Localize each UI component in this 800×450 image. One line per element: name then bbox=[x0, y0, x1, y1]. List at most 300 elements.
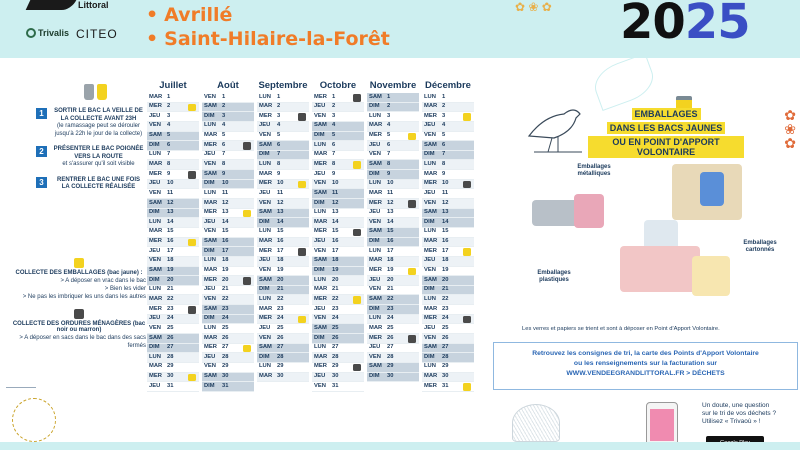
day-number: 25 bbox=[167, 324, 174, 331]
day-number: 5 bbox=[442, 132, 446, 139]
day-name: DIM bbox=[204, 180, 215, 187]
black-bin-collection-icon bbox=[408, 335, 416, 343]
black-bin-collection-icon bbox=[353, 364, 361, 372]
yellow-bin-icon bbox=[74, 258, 84, 268]
trivalis-mark-icon bbox=[26, 28, 36, 38]
day-name: JEU bbox=[259, 122, 271, 129]
day-name: LUN bbox=[204, 324, 216, 331]
day-name: LUN bbox=[314, 344, 326, 351]
day-name: LUN bbox=[259, 228, 271, 235]
day-number: 16 bbox=[332, 238, 339, 245]
day-name: JEU bbox=[314, 103, 326, 110]
day-name: MAR bbox=[259, 238, 273, 245]
day-name: JEU bbox=[424, 189, 436, 196]
day-number: 16 bbox=[387, 238, 394, 245]
packaging-illustration bbox=[504, 160, 777, 310]
day-number: 20 bbox=[167, 276, 174, 283]
day-number: 28 bbox=[167, 353, 174, 360]
month-header: Décembre bbox=[425, 80, 471, 91]
day-name: VEN bbox=[314, 112, 326, 119]
day-number: 6 bbox=[332, 141, 336, 148]
day-name: MER bbox=[369, 267, 382, 274]
legend-emballages-title: COLLECTE DES EMBALLAGES (bac jaune) : bbox=[15, 270, 143, 276]
day-name: SAM bbox=[204, 238, 217, 245]
day-number: 1 bbox=[332, 93, 336, 100]
day-number: 20 bbox=[442, 276, 449, 283]
day-number: 31 bbox=[442, 382, 449, 389]
day-number: 30 bbox=[442, 373, 449, 380]
day-number: 9 bbox=[222, 170, 226, 177]
day-number: 12 bbox=[442, 199, 449, 206]
day-name: VEN bbox=[424, 334, 436, 341]
day-name: DIM bbox=[149, 209, 160, 216]
month-column bbox=[422, 80, 474, 392]
day-name: MER bbox=[369, 334, 382, 341]
right-panel bbox=[484, 60, 800, 450]
day-name: MER bbox=[314, 295, 327, 302]
day-number: 11 bbox=[167, 189, 174, 196]
day-name: LUN bbox=[369, 112, 381, 119]
day-name: MAR bbox=[259, 170, 273, 177]
day-name: LUN bbox=[314, 209, 326, 216]
day-number: 13 bbox=[167, 209, 174, 216]
yellow-bin-collection-icon bbox=[463, 248, 471, 256]
day-number: 19 bbox=[167, 267, 174, 274]
day-name: MER bbox=[149, 238, 162, 245]
day-name: LUN bbox=[149, 353, 161, 360]
black-bin-collection-icon bbox=[298, 248, 306, 256]
day-number: 10 bbox=[167, 180, 174, 187]
day-name: SAM bbox=[149, 267, 162, 274]
day-name: MER bbox=[424, 180, 437, 187]
day-number: 1 bbox=[222, 93, 226, 100]
black-bin-collection-icon bbox=[243, 142, 251, 150]
day-name: MER bbox=[204, 276, 217, 283]
month-header: Septembre bbox=[258, 80, 308, 91]
day-name: MAR bbox=[204, 267, 218, 274]
day-name: DIM bbox=[314, 199, 325, 206]
legend bbox=[12, 258, 146, 351]
month-header: Novembre bbox=[369, 80, 417, 91]
day-name: LUN bbox=[369, 315, 381, 322]
day-number: 21 bbox=[277, 286, 284, 293]
day-name: LUN bbox=[259, 93, 271, 100]
day-number: 21 bbox=[332, 286, 339, 293]
day-number: 13 bbox=[387, 209, 394, 216]
month-column bbox=[257, 80, 309, 392]
branch-decoration-icon bbox=[6, 378, 36, 388]
day-number: 3 bbox=[332, 112, 336, 119]
day-number: 17 bbox=[277, 247, 284, 254]
day-number: 6 bbox=[167, 141, 171, 148]
day-number: 17 bbox=[167, 247, 174, 254]
day-number: 20 bbox=[222, 276, 229, 283]
day-number: 30 bbox=[167, 373, 174, 380]
day-name: MAR bbox=[369, 324, 383, 331]
day-number: 6 bbox=[442, 141, 446, 148]
day-number: 1 bbox=[277, 93, 281, 100]
year-title: 2025 bbox=[620, 0, 750, 50]
day-number: 8 bbox=[277, 160, 281, 167]
day-name: MER bbox=[369, 132, 382, 139]
day-number: 27 bbox=[167, 344, 174, 351]
day-name: JEU bbox=[204, 353, 216, 360]
day-number: 5 bbox=[222, 132, 226, 139]
day-name: MER bbox=[314, 228, 327, 235]
day-name: DIM bbox=[149, 141, 160, 148]
day-number: 8 bbox=[167, 160, 171, 167]
day-name: LUN bbox=[259, 160, 271, 167]
day-name: LUN bbox=[149, 218, 161, 225]
day-name: MER bbox=[424, 112, 437, 119]
day-name: DIM bbox=[424, 151, 435, 158]
day-name: VEN bbox=[369, 151, 381, 158]
day-number: 28 bbox=[222, 353, 229, 360]
day-name: MER bbox=[424, 315, 437, 322]
plastic-packaging-icon bbox=[620, 246, 700, 292]
day-number: 4 bbox=[442, 122, 446, 129]
yellow-bin-collection-icon bbox=[188, 374, 196, 382]
step-3: 3 RENTRER LE BAC UNE FOIS LA COLLECTE RÉALISÉE bbox=[36, 177, 144, 192]
day-number: 31 bbox=[167, 382, 174, 389]
yellow-bin-collection-icon bbox=[188, 239, 196, 247]
day-name: DIM bbox=[314, 132, 325, 139]
day-name: DIM bbox=[204, 382, 215, 389]
day-number: 20 bbox=[277, 276, 284, 283]
day-number: 14 bbox=[442, 218, 449, 225]
day-number: 22 bbox=[277, 295, 284, 302]
day-number: 28 bbox=[277, 353, 284, 360]
day-name: SAM bbox=[424, 276, 437, 283]
day-name: JEU bbox=[204, 286, 216, 293]
day-name: DIM bbox=[259, 151, 270, 158]
day-name: MAR bbox=[204, 199, 218, 206]
steps-list bbox=[36, 108, 144, 200]
day-name: VEN bbox=[424, 199, 436, 206]
day-name: MAR bbox=[314, 286, 328, 293]
day-number: 7 bbox=[332, 151, 336, 158]
month-header: Juillet bbox=[159, 80, 187, 91]
day-number: 18 bbox=[442, 257, 449, 264]
day-number: 22 bbox=[222, 295, 229, 302]
day-name: JEU bbox=[259, 257, 271, 264]
day-name: SAM bbox=[259, 344, 272, 351]
black-bin-collection-icon bbox=[463, 316, 471, 324]
yellow-bin-collection-icon bbox=[408, 268, 416, 276]
day-name: MER bbox=[204, 344, 217, 351]
day-number: 19 bbox=[277, 267, 284, 274]
day-number: 6 bbox=[387, 141, 391, 148]
day-number: 16 bbox=[277, 238, 284, 245]
collection-calendar bbox=[147, 80, 474, 392]
day-number: 15 bbox=[442, 228, 449, 235]
day-name: DIM bbox=[204, 315, 215, 322]
day-number: 11 bbox=[442, 189, 449, 196]
day-number: 15 bbox=[277, 228, 284, 235]
day-name: JEU bbox=[259, 324, 271, 331]
day-number: 31 bbox=[222, 382, 229, 389]
day-number: 20 bbox=[387, 276, 394, 283]
day-number: 22 bbox=[332, 295, 339, 302]
day-name: MAR bbox=[424, 305, 438, 312]
day-number: 23 bbox=[167, 305, 174, 312]
day-number: 24 bbox=[222, 315, 229, 322]
day-number: 18 bbox=[167, 257, 174, 264]
day-number: 27 bbox=[387, 344, 394, 351]
day-number: 4 bbox=[167, 122, 171, 129]
day-name: MER bbox=[314, 160, 327, 167]
day-name: LUN bbox=[259, 295, 271, 302]
day-name: LUN bbox=[369, 247, 381, 254]
website-link[interactable]: WWW.VENDEEGRANDLITTORAL.FR > DÉCHETS bbox=[566, 370, 725, 377]
day-name: MAR bbox=[204, 334, 218, 341]
day-number: 26 bbox=[387, 334, 394, 341]
day-number: 15 bbox=[387, 228, 394, 235]
day-number: 3 bbox=[222, 112, 226, 119]
day-name: SAM bbox=[204, 373, 217, 380]
day-number: 15 bbox=[222, 228, 229, 235]
day-number: 12 bbox=[222, 199, 229, 206]
day-name: MAR bbox=[149, 228, 163, 235]
day-name: DIM bbox=[259, 286, 270, 293]
town-1: • Avrillé bbox=[146, 4, 233, 26]
day-number: 16 bbox=[222, 238, 229, 245]
day-number: 3 bbox=[277, 112, 281, 119]
label-carton: Emballages cartonnés bbox=[743, 240, 777, 253]
day-name: SAM bbox=[424, 209, 437, 216]
day-number: 25 bbox=[442, 324, 449, 331]
day-number: 17 bbox=[387, 247, 394, 254]
plastic-jug-icon bbox=[692, 256, 730, 296]
day-name: MER bbox=[259, 112, 272, 119]
day-name: SAM bbox=[149, 132, 162, 139]
day-name: JEU bbox=[149, 180, 161, 187]
day-name: MAR bbox=[369, 189, 383, 196]
day-name: LUN bbox=[259, 363, 271, 370]
yellow-bin-collection-icon bbox=[353, 161, 361, 169]
day-name: LUN bbox=[204, 189, 216, 196]
black-bin-collection-icon bbox=[243, 277, 251, 285]
day-number: 8 bbox=[442, 160, 446, 167]
day-number: 27 bbox=[277, 344, 284, 351]
day-number: 1 bbox=[442, 93, 446, 100]
day-name: SAM bbox=[369, 295, 382, 302]
day-number: 9 bbox=[387, 170, 391, 177]
legend-om-title: COLLECTE DES ORDURES MÉNAGÈRES (bac noir ou marron) bbox=[12, 321, 146, 334]
step-1: 1 SORTIR LE BAC LA VEILLE DE LA COLLECTE AVANT 23H (le ramassage peut se dérouler jusqu'à 22h le jour de la collecte) bbox=[36, 108, 144, 138]
day-name: DIM bbox=[369, 170, 380, 177]
day-number: 20 bbox=[332, 276, 339, 283]
day-number: 9 bbox=[442, 170, 446, 177]
day-number: 14 bbox=[222, 218, 229, 225]
day-name: JEU bbox=[369, 209, 381, 216]
day-name: VEN bbox=[149, 189, 161, 196]
day-name: SAM bbox=[259, 141, 272, 148]
legend-line: > Ne pas les imbriquer les uns dans les autres bbox=[22, 293, 146, 300]
day-name: DIM bbox=[314, 267, 325, 274]
day-number: 7 bbox=[442, 151, 446, 158]
day-number: 22 bbox=[167, 295, 174, 302]
day-name: JEU bbox=[149, 382, 161, 389]
day-name: SAM bbox=[204, 305, 217, 312]
day-name: MER bbox=[149, 373, 162, 380]
black-bin-collection-icon bbox=[353, 94, 361, 102]
day-number: 11 bbox=[332, 189, 339, 196]
day-name: JEU bbox=[424, 257, 436, 264]
day-name: VEN bbox=[204, 93, 216, 100]
day-number: 13 bbox=[442, 209, 449, 216]
bird-icon bbox=[524, 96, 584, 154]
day-number: 18 bbox=[222, 257, 229, 264]
day-number: 14 bbox=[277, 218, 284, 225]
day-number: 24 bbox=[277, 315, 284, 322]
day-number: 7 bbox=[167, 151, 171, 158]
day-name: JEU bbox=[149, 315, 161, 322]
day-number: 10 bbox=[332, 180, 339, 187]
day-number: 11 bbox=[387, 189, 394, 196]
yellow-bin-collection-icon bbox=[408, 133, 416, 141]
day-name: VEN bbox=[204, 295, 216, 302]
day-name: VEN bbox=[369, 353, 381, 360]
day-number: 11 bbox=[222, 189, 229, 196]
day-name: SAM bbox=[369, 363, 382, 370]
black-bin-collection-icon bbox=[408, 200, 416, 208]
day-name: LUN bbox=[204, 122, 216, 129]
month-header: Août bbox=[217, 80, 239, 91]
day-number: 14 bbox=[332, 218, 339, 225]
hedgehog-icon bbox=[512, 404, 560, 442]
day-number: 1 bbox=[387, 93, 391, 100]
day-name: MER bbox=[369, 199, 382, 206]
black-bin-icon bbox=[74, 309, 84, 319]
day-name: LUN bbox=[424, 363, 436, 370]
day-number: 29 bbox=[167, 363, 174, 370]
yellow-bin-collection-icon bbox=[353, 296, 361, 304]
carton-icon bbox=[700, 172, 724, 206]
day-name: LUN bbox=[149, 151, 161, 158]
day-number: 25 bbox=[277, 324, 284, 331]
app-promo-text: Un doute, une question sur le tri de vos déchets ? Utilisez « Trivaoù » ! bbox=[702, 402, 777, 425]
day-name: MER bbox=[259, 315, 272, 322]
info-line: ou les renseignements sur la facturation sur bbox=[573, 360, 718, 367]
day-number: 5 bbox=[387, 132, 391, 139]
month-column bbox=[202, 80, 254, 392]
day-number: 26 bbox=[332, 334, 339, 341]
day-name: MAR bbox=[149, 295, 163, 302]
day-name: SAM bbox=[149, 199, 162, 206]
day-number: 28 bbox=[442, 353, 449, 360]
day-name: DIM bbox=[149, 276, 160, 283]
day-number: 8 bbox=[387, 160, 391, 167]
day-name: JEU bbox=[314, 238, 326, 245]
day-name: VEN bbox=[424, 132, 436, 139]
day-name: SAM bbox=[314, 257, 327, 264]
day-number: 8 bbox=[332, 160, 336, 167]
day-number: 23 bbox=[222, 305, 229, 312]
day-number: 12 bbox=[167, 199, 174, 206]
day-number: 13 bbox=[332, 209, 339, 216]
day-name: DIM bbox=[204, 247, 215, 254]
day-number: 28 bbox=[332, 353, 339, 360]
day-number: 7 bbox=[277, 151, 281, 158]
day-name: MAR bbox=[204, 132, 218, 139]
day-number: 19 bbox=[332, 267, 339, 274]
step-2: 2 PRÉSENTER LE BAC POIGNÉE VERS LA ROUTE et s'assurer qu'il soit visible bbox=[36, 146, 144, 169]
day-number: 7 bbox=[387, 151, 391, 158]
day-number: 21 bbox=[442, 286, 449, 293]
day-number: 31 bbox=[332, 382, 339, 389]
day-number: 6 bbox=[222, 141, 226, 148]
day-name: SAM bbox=[314, 324, 327, 331]
day-number: 23 bbox=[387, 305, 394, 312]
day-number: 18 bbox=[277, 257, 284, 264]
day-name: JEU bbox=[204, 151, 216, 158]
day-name: JEU bbox=[369, 344, 381, 351]
day-number: 10 bbox=[387, 180, 394, 187]
day-number: 14 bbox=[167, 218, 174, 225]
day-number: 2 bbox=[277, 103, 281, 110]
day-number: 8 bbox=[222, 160, 226, 167]
day-name: MAR bbox=[314, 151, 328, 158]
yellow-bin-collection-icon bbox=[298, 316, 306, 324]
day-name: VEN bbox=[204, 363, 216, 370]
logo-littoral-text: Littoral bbox=[78, 0, 109, 10]
day-name: MER bbox=[424, 382, 437, 389]
day-name: DIM bbox=[424, 353, 435, 360]
town-2: • Saint-Hilaire-la-Forêt bbox=[146, 28, 390, 50]
day-name: MER bbox=[149, 305, 162, 312]
day-number: 5 bbox=[277, 132, 281, 139]
day-name: JEU bbox=[424, 122, 436, 129]
day-number: 3 bbox=[167, 112, 171, 119]
leaf-decoration-icon bbox=[589, 53, 659, 111]
day-number: 18 bbox=[387, 257, 394, 264]
legend-line: > A déposer en sacs dans le bac dans des sacs fermés bbox=[19, 335, 146, 350]
day-number: 13 bbox=[222, 209, 229, 216]
day-name: LUN bbox=[314, 141, 326, 148]
day-name: SAM bbox=[369, 93, 382, 100]
day-number: 11 bbox=[277, 189, 284, 196]
yellow-bin-collection-icon bbox=[188, 104, 196, 112]
day-number: 27 bbox=[332, 344, 339, 351]
day-number: 14 bbox=[387, 218, 394, 225]
day-name: SAM bbox=[314, 122, 327, 129]
day-name: JEU bbox=[314, 170, 326, 177]
day-number: 29 bbox=[332, 363, 339, 370]
black-bin-collection-icon bbox=[463, 181, 471, 189]
day-number: 22 bbox=[442, 295, 449, 302]
day-name: VEN bbox=[259, 334, 271, 341]
day-number: 28 bbox=[387, 353, 394, 360]
day-name: JEU bbox=[204, 218, 216, 225]
day-number: 5 bbox=[332, 132, 336, 139]
black-bin-collection-icon bbox=[188, 171, 196, 179]
day-number: 24 bbox=[332, 315, 339, 322]
day-name: VEN bbox=[369, 218, 381, 225]
day-name: SAM bbox=[259, 276, 272, 283]
day-name: SAM bbox=[149, 334, 162, 341]
day-name: DIM bbox=[424, 218, 435, 225]
day-name: VEN bbox=[424, 267, 436, 274]
day-name: MAR bbox=[259, 305, 273, 312]
day-name: LUN bbox=[369, 180, 381, 187]
month-column bbox=[147, 80, 199, 392]
day-number: 30 bbox=[387, 373, 394, 380]
day-number: 26 bbox=[277, 334, 284, 341]
day-name: LUN bbox=[314, 276, 326, 283]
yellow-bin-collection-icon bbox=[298, 181, 306, 189]
citeo-logo: CITEO bbox=[76, 27, 118, 41]
